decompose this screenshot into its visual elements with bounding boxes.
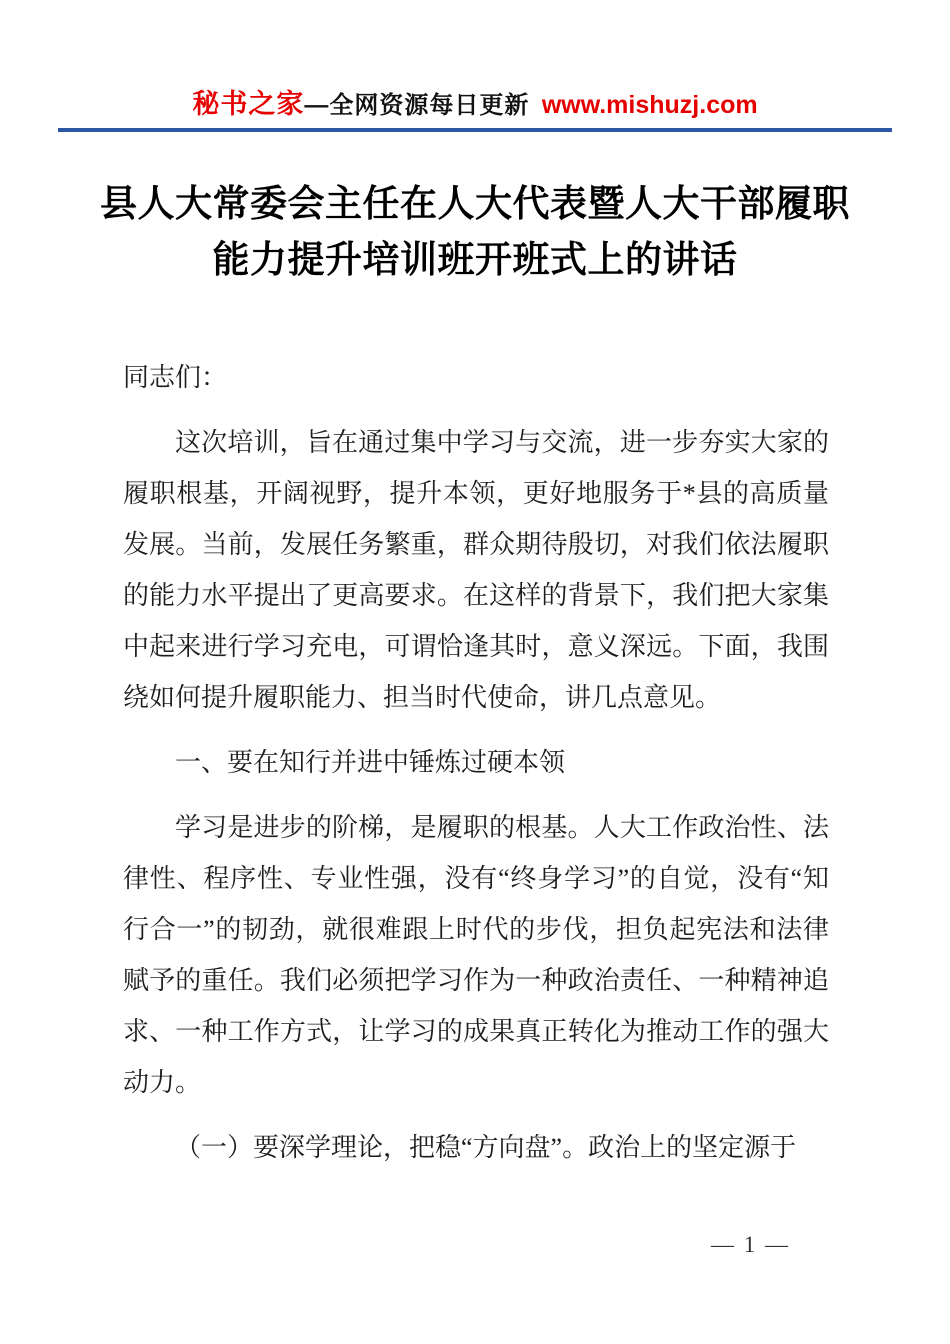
paragraph-3-partial: （一）要深学理论，把稳“方向盘”。政治上的坚定源于: [175, 1133, 797, 1162]
document-body: [123, 352, 829, 1187]
header-divider: [58, 128, 892, 132]
site-header: [0, 82, 950, 121]
page-number: — 1 —: [711, 1232, 790, 1257]
site-url-link[interactable]: www.mishuzj.com: [541, 91, 758, 119]
paragraph-1: 这次培训，旨在通过集中学习与交流，进一步夯实大家的履职根基，开阔视野，提升本领，更好地服务于*县的高质量发展。当前，发展任务繁重，群众期待殷切，对我们依法履职的能力水平提出了更高要求。在这样的背景下，我们把大家集中起来进行学习充电，可谓恰逢其时，意义深远。下面，我围绕如何提升履职能力、担当时代使命，讲几点意见。: [123, 428, 829, 712]
paragraph-2: 学习是进步的阶梯，是履职的根基。人大工作政治性、法律性、程序性、专业性强，没有“终身学习”的自觉，没有“知行合一”的韧劲，就很难跟上时代的步伐，担负起宪法和法律赋予的重任。我们必须把学习作为一种政治责任、一种精神追求、一种工作方式，让学习的成果真正转化为推动工作的强大动力。: [123, 813, 829, 1097]
site-brand: 秘书之家: [192, 89, 305, 119]
site-tagline: —全网资源每日更新: [304, 92, 530, 119]
document-title: 县人大常委会主任在人大代表暨人大干部履职能力提升培训班开班式上的讲话: [100, 183, 850, 280]
salutation: 同志们：: [123, 363, 228, 392]
section-heading-1: 一、要在知行并进中锤炼过硬本领: [175, 748, 566, 777]
